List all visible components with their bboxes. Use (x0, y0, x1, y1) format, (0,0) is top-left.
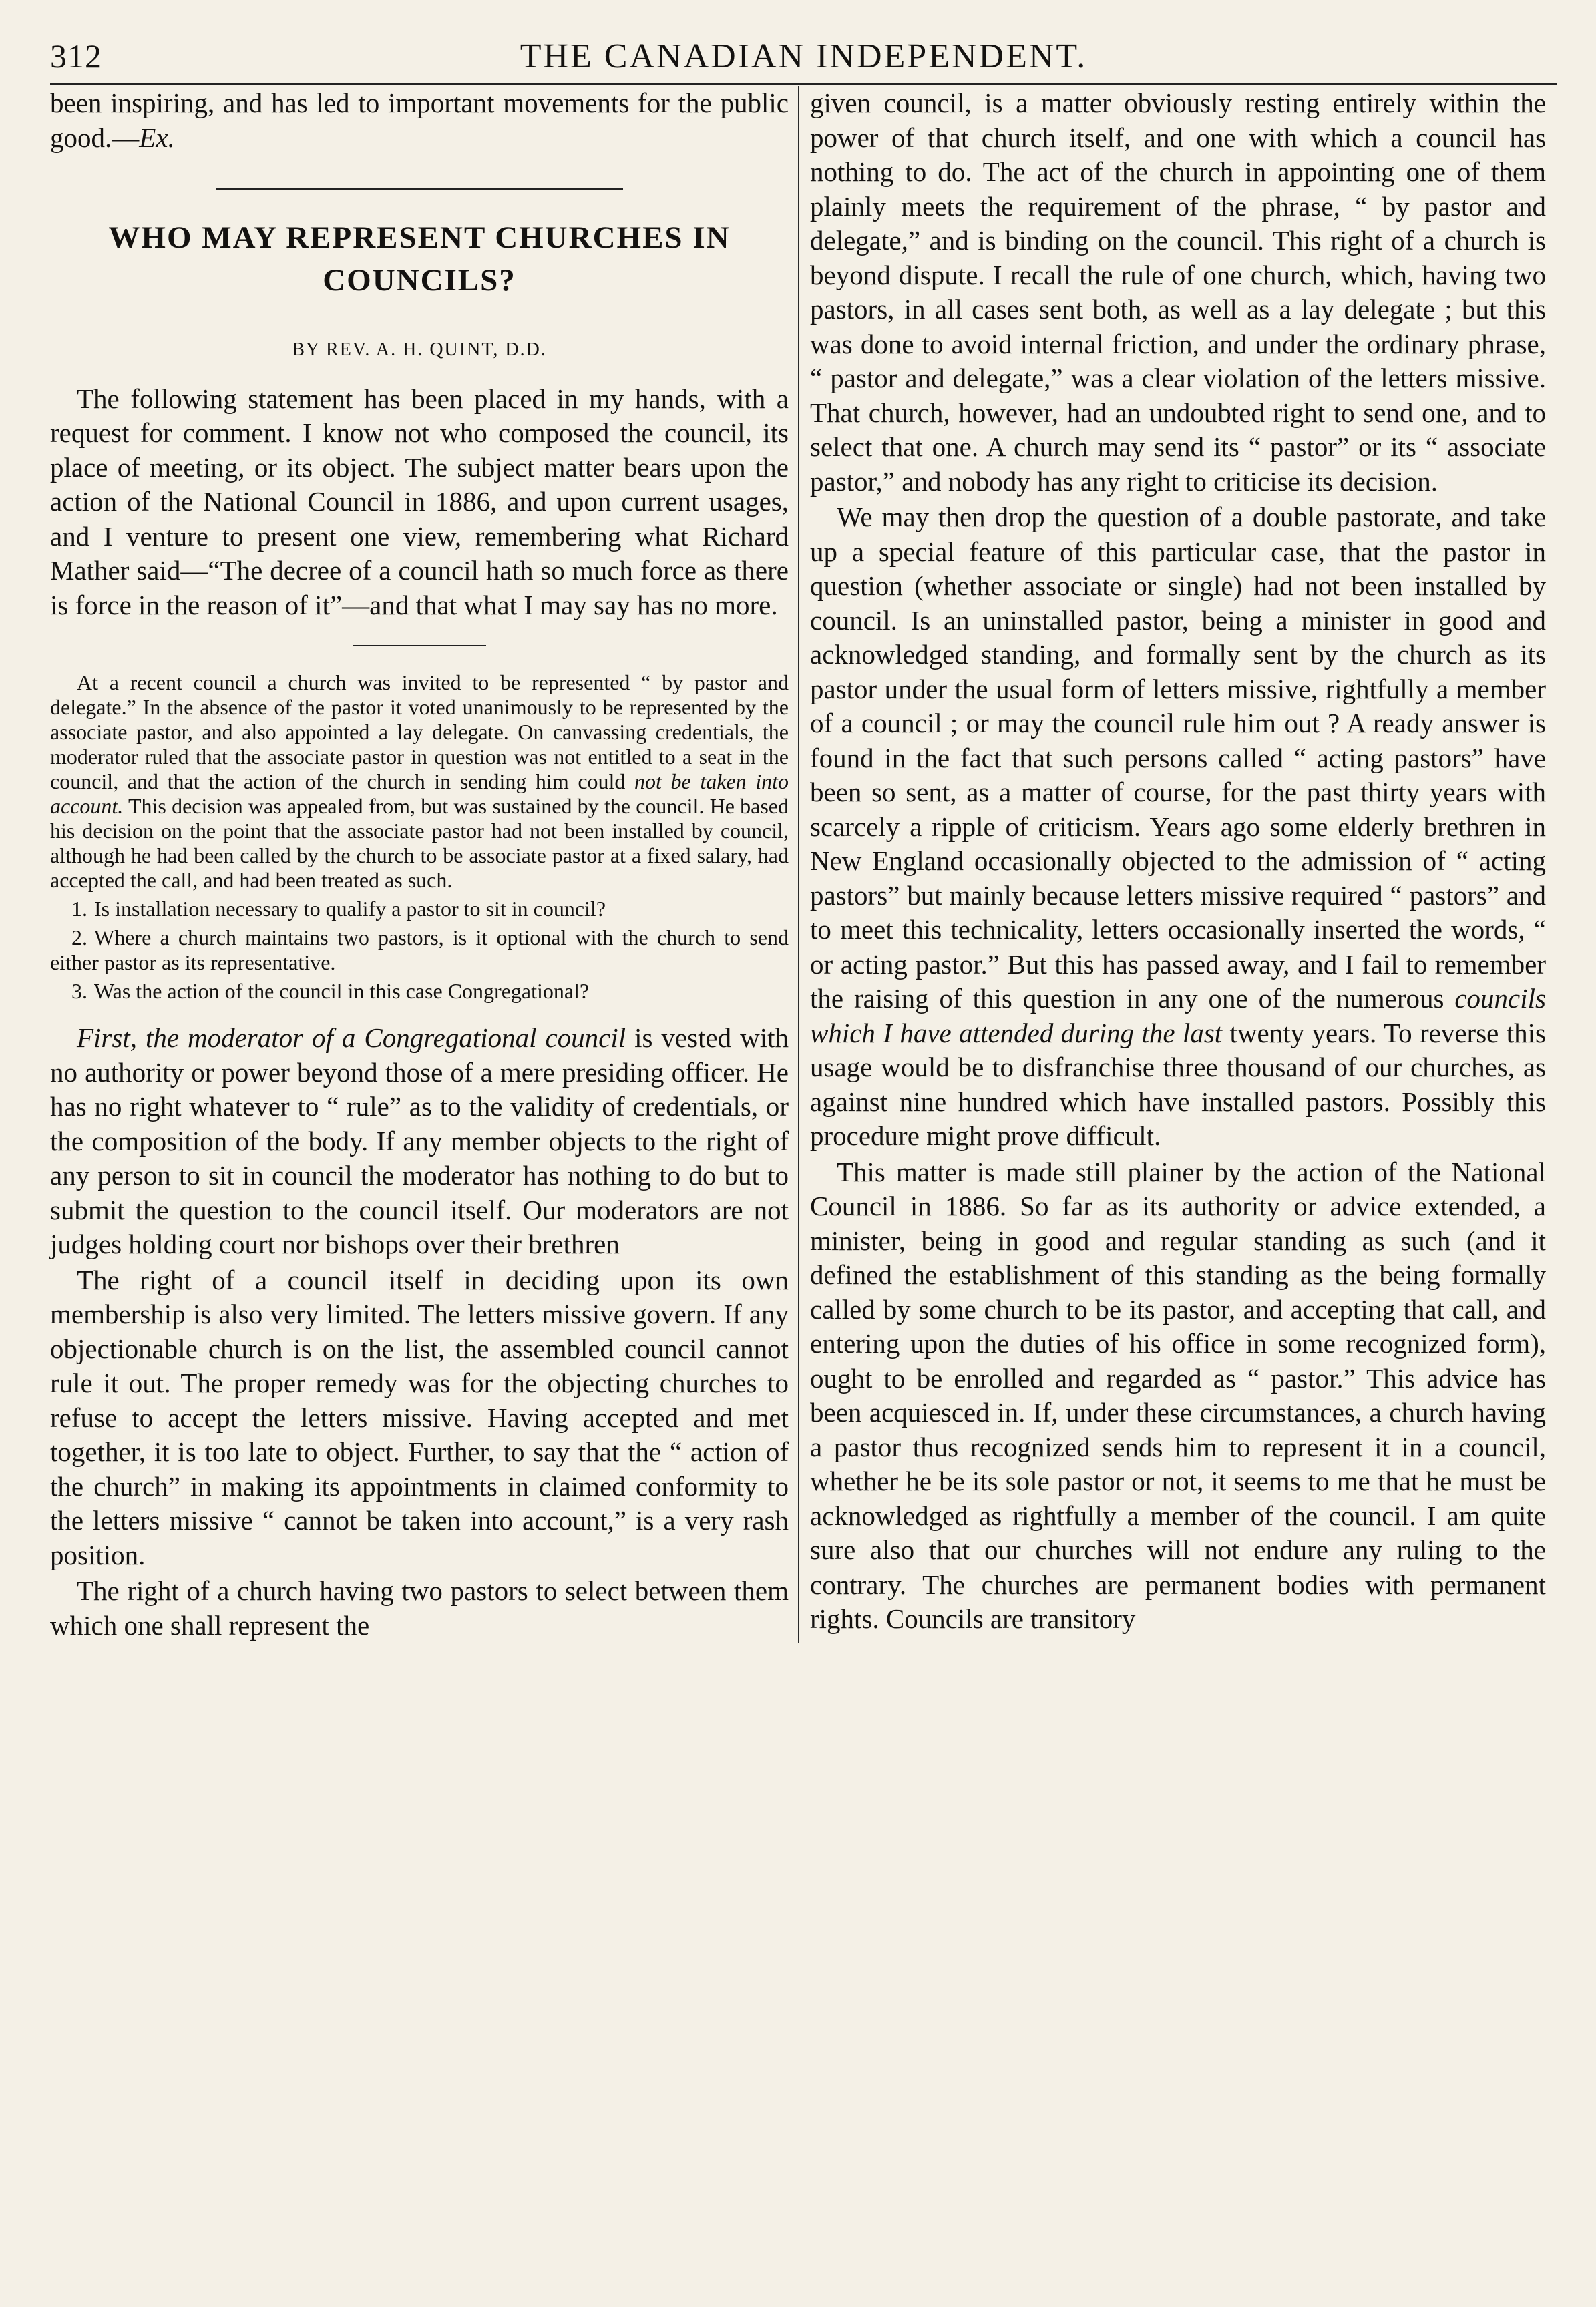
question-text: Where a church maintains two pastors, is it optional with the church to send either pastor as its representative. (50, 925, 789, 974)
statement-question (50, 925, 789, 975)
statement-text-b: This decision was appealed from, but was sustained by the council. He based his decision on the point that the associate pastor had not been installed by council, although he had been called by the church to be associate pastor at a fixed salary, had accepted the call, and had been treated as such. (50, 794, 789, 892)
paragraph-italic-lead: First, the moderator of a Congregational council (77, 1022, 626, 1053)
paragraph-italic: councils which I have attended during the last (810, 983, 1546, 1048)
question-text: Was the action of the council in this case Congregational? (94, 979, 590, 1003)
paragraph: given council, is a matter obviously resting entirely within the power of that church itself, and one with which a council has nothing to do. The act of the church in appointing one of them plainly meets the requirement of the phrase, “ by pastor and delegate,” and is binding on the council. This right of a church is beyond dispute. I recall the rule of one church, which, having two pastors, in all cases sent both, as well as a lay delegate ; but this was done to avoid internal friction, and under the ordinary phrase, “ pastor and delegate,” was a clear violation of the letters missive. That church, however, had an undoubted right to send one, and to select that one. A church may send its “ pastor” or its “ associate pastor,” and nobody has any right to criticise its decision. (810, 87, 1546, 497)
journal-title: THE CANADIAN INDEPENDENT. (520, 37, 1088, 75)
article-columns (50, 86, 1557, 1643)
paragraph-text: We may then drop the question of a double pastorate, and take up a special feature of this particular case, that the pastor in question (whether associate or single) had not been installed by council. Is an uninstalled pastor, being a minister in good and acknowledged standing, and formally sent by the church as its pastor under the usual form of letters missive, rightfully a member of a council ; or may the council rule him out ? A ready answer is found in the fact that such persons called “ acting pastors” have been so sent, as a matter of course, for the past thirty years with scarcely a ripple of criticism. Years ago some elderly brethren in New England occasionally objected to the admission of “ acting pastors” but mainly because letters missive required “ pastors” and to meet this technicality, letters occasionally inserted the words, “ or acting pastor.” But this has passed away, and I fail to remember the raising of this question in any one of the numerous (810, 501, 1546, 1014)
short-divider (353, 645, 486, 646)
paragraph: This matter is made still plainer by the action of the National Council in 1886. So far as its authority or advice extended, a minister, being in good and regular standing as such (and it defined the establishment of this standing as the being formally called by some church to be its pastor, and accepting that call, and entering upon the duties of his office in some recognized form), ought to be enrolled and regarded as “ pastor.” This advice has been acquiesced in. If, under these circumstances, a church having a pastor thus recognized sends him to represent it in a council, whether he be its sole pastor or not, it seems to me that he must be acknowledged as rightfully a member of the council. I am quite sure also that our churches will not endure any ruling to the contrary. The churches are permanent bodies with permanent rights. Councils are transitory (810, 1156, 1546, 1634)
previous-article-ending (50, 86, 789, 155)
paragraph: The right of a council itself in deciding upon its own membership is also very limited. The letters missive govern. If any objectionable church is on the list, the assembled council cannot rule it out. The proper remedy was for the objecting churches to refuse to accept the letters missive. Having accepted and met together, it is too late to object. Further, to say that the “ action of the church” in making its appointments in claimed conformity to the letters missive “ cannot be taken into account,” is a very rash position. (50, 1264, 789, 1570)
running-head (50, 37, 1557, 85)
section-divider (216, 188, 623, 190)
article-title: WHO MAY REPRESENT CHURCHES IN COUNCILS? (108, 220, 731, 298)
previous-article-text: been inspiring, and has led to important movements for the public good.— (50, 87, 789, 153)
paragraph: The following statement has been placed in my hands, with a request for comment. I know not who composed the council, its place of meeting, or its object. The subject matter bears upon the action of the National Council in 1886, and upon current usages, and I venture to present one view, remembering what Richard Mather said—“The decree of a council hath so much force as there is force in the reason of it”—and that what I may say has no more. (50, 383, 789, 620)
previous-article-source: Ex. (139, 122, 175, 153)
statement-text-a: At a recent council a church was invited to be represented “ by pastor and delegate.” In the absence of the pastor it voted unanimously to be represented by the associate pastor, and also appointed a lay delegate. On canvassing credentials, the moderator ruled that the associate pastor in question was not entitled to a seat in the council, and that the action of the church in sending him could (50, 670, 789, 793)
paragraph (50, 1021, 789, 1262)
article-byline: BY REV. A. H. QUINT, D.D. (292, 339, 547, 360)
quoted-statement (50, 670, 789, 1004)
statement-text (50, 670, 789, 893)
statement-text-italic: not be taken into account. (50, 769, 789, 818)
left-column (50, 86, 798, 1643)
paragraph-text: is vested with no authority or power beyond those of a mere presiding officer. He has no right whatever to “ rule” as to the validity of credentials, or the composition of the body. If any member objects to the right of any person to sit in council the moderator has nothing to do but to submit the question to the council itself. Our moderators are not judges holding court nor bishops over their brethren (50, 1022, 789, 1259)
paragraph-text: twenty years. To reverse this usage would be to disfranchise three thousand of our churches, as against nine hundred which have installed pastors. Possibly this procedure might prove difficult. (810, 1017, 1546, 1151)
right-column (798, 86, 1546, 1643)
paragraph (810, 500, 1546, 1154)
question-number: 1. (71, 897, 87, 921)
statement-question (50, 979, 789, 1004)
question-number: 2. (71, 925, 87, 950)
question-text: Is installation necessary to qualify a pastor to sit in council? (94, 897, 606, 921)
page-number: 312 (50, 37, 102, 75)
paragraph: The right of a church having two pastors to select between them which one shall represent the (50, 1575, 789, 1641)
statement-question (50, 897, 789, 921)
question-number: 3. (71, 979, 87, 1003)
